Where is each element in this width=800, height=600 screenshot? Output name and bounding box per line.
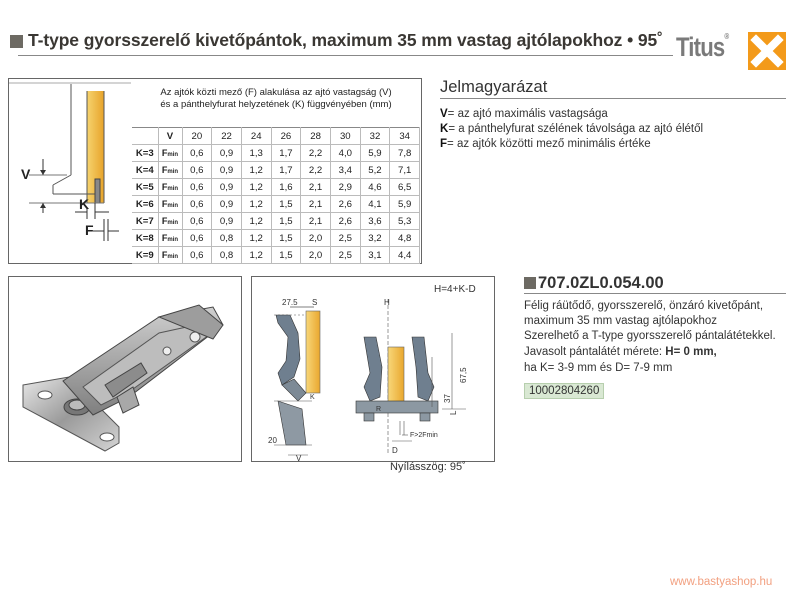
product-divider	[524, 293, 786, 294]
table-cell-fmin-label: Fmin	[158, 145, 182, 162]
table-cell: 6,5	[390, 179, 420, 196]
product-desc-line: Szerelhető a T-type gyorsszerelő pántalátétekkel.	[524, 330, 776, 342]
f-label: F	[85, 222, 94, 238]
x-brand-logo-icon	[748, 32, 786, 70]
table-cell: 1,2	[241, 179, 271, 196]
table-header-row	[132, 128, 420, 145]
table-cell: 3,4	[330, 162, 360, 179]
table-cell: 2,1	[301, 213, 331, 230]
k-dim-label: K	[310, 394, 315, 401]
table-cell: 2,2	[301, 145, 331, 162]
table-cell: 0,9	[212, 179, 242, 196]
table-row	[132, 145, 420, 162]
table-cell: 7,1	[390, 162, 420, 179]
table-cell: 1,7	[271, 162, 301, 179]
legend-item-v: V= az ajtó maximális vastagsága	[440, 108, 608, 120]
d-label: D	[392, 446, 398, 455]
table-cell-fmin-label: Fmin	[158, 247, 182, 264]
product-desc-line: maximum 35 mm vastag ajtólapokhoz	[524, 315, 718, 327]
table-cell: 5,2	[360, 162, 390, 179]
formula-label: H=4+K-D	[434, 284, 476, 295]
hinge-photo-panel	[8, 276, 242, 462]
table-header-v-value: 30	[330, 128, 360, 145]
table-cell: 0,9	[212, 145, 242, 162]
product-mount-condition: ha K= 3-9 mm és D= 7-9 mm	[524, 362, 673, 374]
table-cell: 2,1	[301, 196, 331, 213]
product-desc-line: Félig ráütődő, gyorsszerelő, önzáró kivetőpánt,	[524, 300, 764, 312]
table-cell-k: K=7	[132, 213, 158, 230]
table-row	[132, 196, 420, 213]
table-cell: 0,6	[182, 145, 212, 162]
table-cell: 5,9	[390, 196, 420, 213]
table-cell-fmin-label: Fmin	[158, 213, 182, 230]
table-cell: 1,5	[271, 213, 301, 230]
table-cell: 2,5	[330, 230, 360, 247]
table-cell: 1,6	[271, 179, 301, 196]
table-cell: 0,6	[182, 247, 212, 264]
table-cell: 0,6	[182, 230, 212, 247]
table-cell: 4,0	[330, 145, 360, 162]
table-caption: Az ajtók közti mező (F) alakulása az ajtó vastagság (V) és a pánthelyfurat helyzetének (K) függvényében (mm)	[160, 87, 392, 110]
table-header-v: V	[158, 128, 182, 145]
table-cell-fmin-label: Fmin	[158, 230, 182, 247]
table-cell-k: K=4	[132, 162, 158, 179]
table-cell: 5,9	[360, 145, 390, 162]
table-cell: 2,9	[330, 179, 360, 196]
table-cell: 1,2	[241, 230, 271, 247]
legend-item-f: F= az ajtók közötti mező minimális értéke	[440, 138, 651, 150]
table-header-v-value: 24	[241, 128, 271, 145]
table-cell: 0,8	[212, 230, 242, 247]
table-cell: 0,6	[182, 179, 212, 196]
door-gap-diagram	[9, 79, 131, 263]
technical-drawing-panel	[251, 276, 495, 473]
fmin-table	[132, 127, 420, 264]
legend-title: Jelmagyarázat	[440, 78, 548, 96]
fmin-table-panel	[8, 78, 422, 264]
dim-67-5: 67,5	[459, 367, 468, 383]
technical-drawing	[252, 277, 494, 461]
fmin-table-wrapper	[132, 87, 420, 264]
table-cell: 2,5	[330, 247, 360, 264]
table-cell: 0,6	[182, 196, 212, 213]
opening-angle: Nyílásszög: 95˚	[390, 461, 466, 473]
table-cell-k: K=8	[132, 230, 158, 247]
table-cell: 3,2	[360, 230, 390, 247]
table-cell: 2,0	[301, 230, 331, 247]
table-cell: 4,6	[360, 179, 390, 196]
table-cell: 2,6	[330, 196, 360, 213]
table-cell-k: K=5	[132, 179, 158, 196]
website-link[interactable]: www.bastyashop.hu	[670, 576, 773, 588]
table-cell: 1,5	[271, 247, 301, 264]
l-label: L	[449, 410, 458, 415]
f-condition-label: F>2Fmin	[410, 432, 438, 439]
table-cell: 1,5	[271, 230, 301, 247]
table-header-v-value: 34	[390, 128, 420, 145]
table-header-v-value: 26	[271, 128, 301, 145]
table-cell: 7,8	[390, 145, 420, 162]
table-cell: 3,1	[360, 247, 390, 264]
table-cell-k: K=6	[132, 196, 158, 213]
table-cell: 1,2	[241, 213, 271, 230]
table-cell: 4,8	[390, 230, 420, 247]
v-dim-label: V	[296, 454, 302, 461]
table-cell: 5,3	[390, 213, 420, 230]
titus-logo: Titus®	[676, 32, 729, 62]
table-cell: 1,7	[271, 145, 301, 162]
legend-item-k: K= a pánthelyfurat szélének távolsága az ajtó élétől	[440, 123, 704, 135]
dim-20: 20	[268, 436, 277, 445]
table-header-k	[132, 128, 158, 145]
k-label: K	[79, 196, 90, 212]
r-label: R	[376, 406, 382, 413]
table-cell: 2,0	[301, 247, 331, 264]
legend-divider	[440, 98, 786, 99]
table-cell: 1,2	[241, 247, 271, 264]
table-row	[132, 213, 420, 230]
table-cell: 0,6	[182, 162, 212, 179]
table-cell: 2,1	[301, 179, 331, 196]
product-code: 707.0ZL0.054.00	[538, 274, 664, 292]
table-header-v-value: 28	[301, 128, 331, 145]
table-cell: 2,6	[330, 213, 360, 230]
table-cell: 4,4	[390, 247, 420, 264]
table-header-v-value: 20	[182, 128, 212, 145]
table-cell-fmin-label: Fmin	[158, 196, 182, 213]
s-label: S	[312, 298, 318, 307]
table-cell: 0,9	[212, 196, 242, 213]
table-cell: 4,1	[360, 196, 390, 213]
dim-27-5: 27.5	[282, 298, 298, 307]
page-title: T-type gyorsszerelő kivetőpántok, maximum 35 mm vastag ajtólapokhoz • 95˚	[28, 30, 663, 50]
table-cell: 0,8	[212, 247, 242, 264]
table-cell-fmin-label: Fmin	[158, 179, 182, 196]
table-cell: 0,9	[212, 213, 242, 230]
table-row	[132, 247, 420, 264]
table-cell-k: K=3	[132, 145, 158, 162]
table-cell: 0,6	[182, 213, 212, 230]
table-row	[132, 230, 420, 247]
table-cell-k: K=9	[132, 247, 158, 264]
product-square-icon	[524, 277, 536, 289]
product-mount-plate: Javasolt pántalátét mérete: H= 0 mm,	[524, 346, 717, 358]
h-label: H	[384, 298, 390, 307]
table-cell: 0,9	[212, 162, 242, 179]
sku-badge[interactable]: 10002804260	[524, 383, 604, 399]
table-cell: 1,2	[241, 196, 271, 213]
table-cell-fmin-label: Fmin	[158, 162, 182, 179]
table-cell: 2,2	[301, 162, 331, 179]
table-cell: 3,6	[360, 213, 390, 230]
page-header	[8, 30, 668, 56]
title-square-icon	[10, 35, 23, 48]
table-row	[132, 162, 420, 179]
v-label: V	[21, 166, 31, 182]
table-cell: 1,3	[241, 145, 271, 162]
table-header-v-value: 32	[360, 128, 390, 145]
hinge-image	[9, 277, 241, 461]
table-cell: 1,5	[271, 196, 301, 213]
table-header-v-value: 22	[212, 128, 242, 145]
table-row	[132, 179, 420, 196]
table-cell: 1,2	[241, 162, 271, 179]
dim-37: 37	[443, 394, 452, 403]
title-divider	[18, 55, 673, 56]
